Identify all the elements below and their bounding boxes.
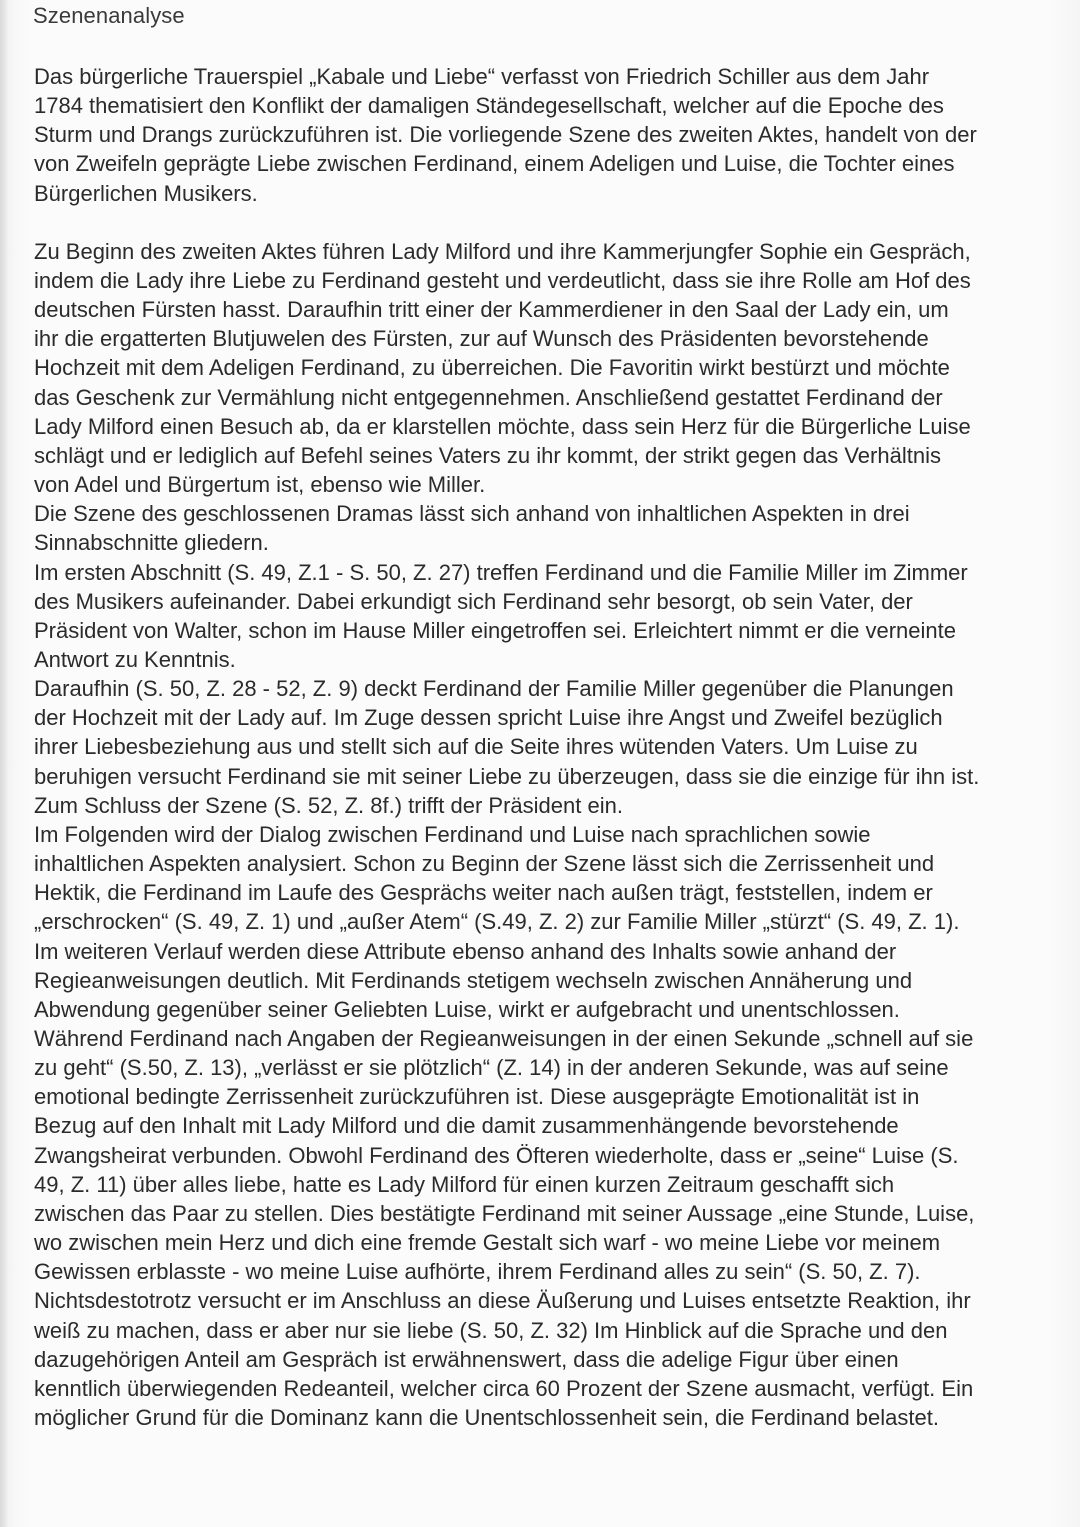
paragraph-section-one: Im ersten Abschnitt (S. 49, Z.1 - S. 50, Z. 27) treffen Ferdinand und die Familie Miller im Zimmer des Musikers aufeinander. Dabei erkundigt sich Ferdinand sehr besorgt, ob sein Vater, der Präsident von Walter, schon im Hause Miller eingetroffen sei. Erleichtert nimmt er die verneinte Antwort zu Kenntnis.: [34, 559, 968, 672]
document-title: Szenenanalyse: [33, 3, 185, 28]
paragraph-section-two: Daraufhin (S. 50, Z. 28 - 52, Z. 9) deckt Ferdinand der Familie Miller gegenüber die Planungen der Hochzeit mit der Lady auf. Im Zuge dessen spricht Luise ihre Angst und Zweifel bezüglich ihrer Liebesbeziehung aus und stellt sich auf die Seite ihres wütenden Vaters. Um Luise zu beruhigen versucht Ferdinand sie mit seiner Liebe zu überzeugen, dass sie die einzige für ihn ist. Zum Schluss der Szene (S. 52, Z. 8f.) trifft der Präsident ein.: [34, 676, 980, 818]
paragraph-analysis: Im Folgenden wird der Dialog zwischen Ferdinand und Luise nach sprachlichen sowie inhaltlichen Aspekten analysiert. Schon zu Beginn der Szene lässt sich die Zerrissenheit und Hektik, die Ferdinand im Laufe des Gesprächs weiter nach außen trägt, feststellen, indem er „erschrocken“ (S. 49, Z. 1) und „außer Atem“ (S.49, Z. 2) zur Familie Miller „stürzt“ (S. 49, Z. 1). Im weiteren Verlauf werden diese Attribute ebenso anhand des Inhalts sowie anhand der Regieanweisungen deutlich. Mit Ferdinands stetigem wechseln zwischen Annäherung und Abwendung gegenüber seiner Geliebten Luise, wirkt er aufgebracht und unentschlossen. Während Ferdinand nach Angaben der Regieanweisungen in der einen Sekunde „schnell auf sie zu geht“ (S.50, Z. 13), „verlässt er sie plötzlich“ (Z. 14) in der anderen Sekunde, was auf seine emotional bedingte Zerrissenheit zurückzuführen ist. Diese ausgeprägte Emotionalität ist in Bezug auf den Inhalt mit Lady Milford und die damit zusammenhängende bevorstehende Zwangsheirat verbunden. Obwohl Ferdinand des Öfteren wiederholte, dass er „seine“ Luise (S. 49, Z. 11) über alles liebe, hatte es Lady Milford für einen kurzen Zeitraum geschafft sich zwischen das Paar zu stellen. Dies bestätigte Ferdinand mit seiner Aussage „eine Stunde, Luise, wo zwischen mein Herz und dich eine fremde Gestalt sich warf - wo meine Liebe vor meinem Gewissen erblasste - wo meine Luise aufhörte, ihrem Ferdinand alles zu sein“ (S. 50, Z. 7). Nichtsdestotrotz versucht er im Anschluss an diese Äußerung und Luises entsetzte Reaktion, ihr weiß zu machen, dass er aber nur sie liebe (S. 50, Z. 32) Im Hinblick auf die Sprache und den dazugehörigen Anteil am Gespräch ist erwähnenswert, dass die adelige Figur über einen kenntlich überwiegenden Redeanteil, welcher circa 60 Prozent der Szene ausmacht, verfügt. Ein möglicher Grund für die Dominanz kann die Unentschlossenheit sein, die Ferdinand belastet.: [34, 821, 975, 1431]
document-body: [34, 62, 1059, 1432]
paragraph-structure: Die Szene des geschlossenen Dramas lässt sich anhand von inhaltlichen Aspekten in drei Sinnabschnitte gliedern.: [34, 501, 910, 556]
paragraph-context: Zu Beginn des zweiten Aktes führen Lady Milford und ihre Kammerjungfer Sophie ein Gespräch, indem die Lady ihre Liebe zu Ferdinand gesteht und verdeutlicht, dass sie ihre Rolle am Hof des deutschen Fürsten hasst. Daraufhin tritt einer der Kammerdiener in den Saal der Lady ein, um ihr die ergatterten Blutjuwelen des Fürsten, zur auf Wunsch des Präsidenten bevorstehende Hochzeit mit dem Adeligen Ferdinand, zu überreichen. Die Favoritin wirkt bestürzt und möchte das Geschenk zur Vermählung nicht entgegennehmen. Anschließend gestattet Ferdinand der Lady Milford einen Besuch ab, da er klarstellen möchte, dass sein Herz für die Bürgerliche Luise schlägt und er lediglich auf Befehl seines Vaters zu ihr kommt, der strikt gegen das Verhältnis von Adel und Bürgertum ist, ebenso wie Miller.: [34, 238, 971, 498]
page-edge-shadow: [0, 0, 8, 1527]
paragraph-introduction: Das bürgerliche Trauerspiel „Kabale und Liebe“ verfasst von Friedrich Schiller aus dem Jahr 1784 thematisiert den Konflikt der damaligen Ständegesellschaft, welcher auf die Epoche des Sturm und Drangs zurückzuführen ist. Die vorliegende Szene des zweiten Aktes, handelt von der von Zweifeln geprägte Liebe zwischen Ferdinand, einem Adeligen und Luise, die Tochter eines Bürgerlichen Musikers.: [34, 64, 977, 206]
